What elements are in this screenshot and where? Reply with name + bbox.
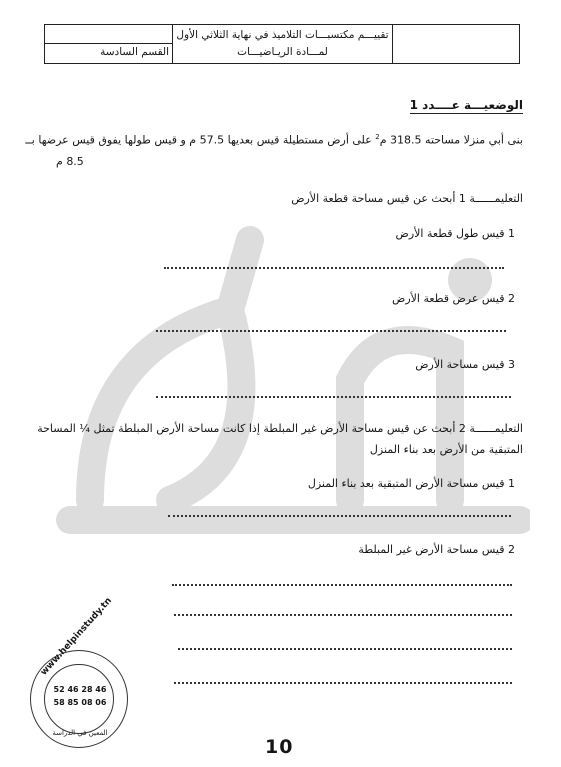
question-1-2: 2 قيس عرض قطعة الأرض: [392, 292, 515, 305]
answer-line: [168, 515, 511, 517]
header-title: [173, 27, 392, 61]
question-1-1: 1 قيس طول قطعة الأرض: [395, 227, 515, 240]
answer-line: [174, 682, 512, 684]
answer-line: [156, 396, 511, 398]
stamp-url: www.helpinstudy.tn: [39, 595, 115, 678]
header-title-line1: تقييـــم مكتسبـــات التلاميذ في نهاية الثلاثي الأول: [176, 29, 389, 41]
stamp-phone-2: 58 85 08 06: [53, 698, 107, 707]
question-1-3: 3 قيس مساحة الأرض: [415, 358, 515, 371]
header-title-line2: لمـــادة الريـاضيـــات: [237, 46, 328, 58]
instruction-1: التعليمــــــة 1 أبحث عن قيس مساحة قطعة الأرض: [291, 192, 523, 205]
class-label: القسم السادسة: [100, 46, 169, 58]
website-stamp: [30, 595, 128, 748]
intro-line-1: بنى أبي منزلا مساحته 318.5 م$^2$ على أرض مستطيلة قيس بعديها 57.5 م و قيس طولها يفوق قيس عرضها بــ: [25, 133, 523, 147]
stamp-phone-1: 52 46 28 46: [53, 685, 107, 694]
header-table: [44, 24, 520, 64]
answer-line: [164, 267, 504, 269]
instruction-2-line-1: التعليمــــــة 2 أبحث عن قيس مساحة الأرض غير المبلطة إذا كانت مساحة الأرض المبلطة تمثل ¼ المساحة: [37, 422, 523, 435]
situation-title: الوضعيـــة عــــدد 1: [409, 98, 523, 112]
answer-line: [178, 648, 512, 650]
question-2-1: 1 قيس مساحة الأرض المتبقية بعد بناء المنزل: [307, 477, 515, 490]
stamp-arabic: المعين في الدراسة: [52, 729, 108, 737]
instruction-2-line-2: المتبقية من الأرض بعد بناء المنزل: [369, 443, 523, 456]
intro-line-2: 8.5 م: [56, 155, 84, 168]
answer-line: [172, 584, 512, 586]
answer-line: [174, 614, 512, 616]
question-2-2: 2 قيس مساحة الأرض غير المبلطة: [358, 543, 515, 556]
answer-line: [156, 330, 506, 332]
page-number: 10: [265, 736, 294, 758]
